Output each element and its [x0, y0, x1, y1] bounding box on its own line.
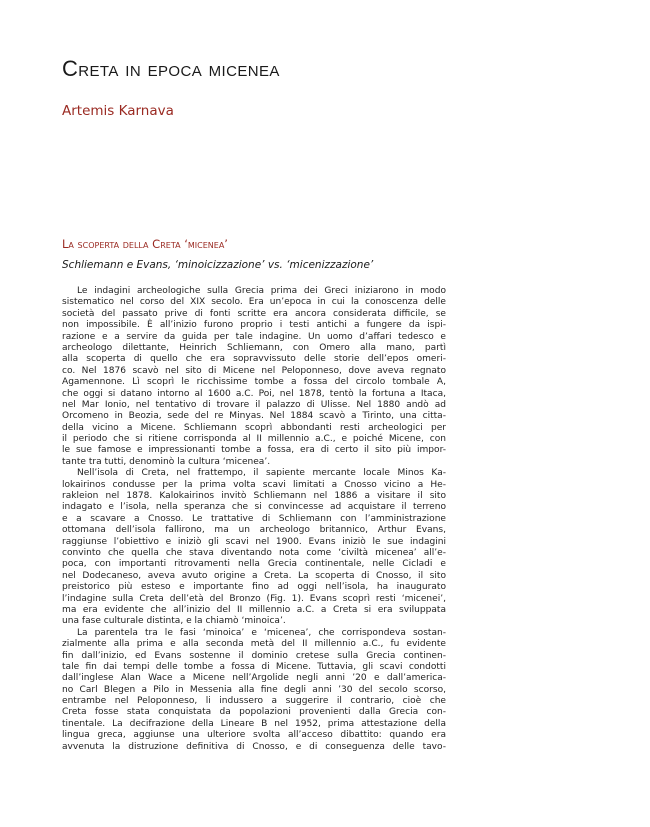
body-line: della vicino a Micene. Schliemann scoprì abbondanti resti archeologici per [62, 422, 446, 433]
body-line: Creta fosse stata conquistata da popolazioni provenienti dalla Grecia con- [62, 707, 446, 718]
body-line: ma era evidente che all’inizio del II millennio a.C. a Creta si era sviluppata [62, 604, 446, 615]
body-line: ottomana dell’isola fallirono, ma un archeologo britannico, Arthur Evans, [62, 525, 446, 536]
body-line: l’indagine sulla Creta dell’età del Bronzo (Fig. 1). Evans scoprì resti ‘micenei’, [62, 593, 446, 604]
body-line: tinentale. La decifrazione della Lineare B nel 1952, prima attestazione della [62, 718, 446, 729]
body-line: indagato e l’isola, nella speranza che si convincesse ad acquistare il terreno [62, 502, 446, 513]
body-line: poca, con importanti ritrovamenti nella Grecia continentale, nelle Cicladi e [62, 559, 446, 570]
body-line: Orcomeno in Beozia, sede del re Minyas. Nel 1884 scavò a Tirinto, una citta- [62, 411, 446, 422]
body-line: che oggi si datano intorno al 1600 a.C. Poi, nel 1878, tentò la fortuna a Itaca, [62, 388, 446, 399]
body-line: rakleion nel 1878. Kalokairinos invitò Schliemann nel 1886 a visitare il sito [62, 491, 446, 502]
body-line: convinto che quella che stava diventando nota come ‘civiltà micenea’ all’e- [62, 547, 446, 558]
body-line: Nell’isola di Creta, nel frattempo, il sapiente mercante locale Minos Ka- [77, 468, 446, 479]
body-line: La parentela tra le fasi ‘minoica’ e ‘micenea’, che corrispondeva sostan- [77, 627, 446, 638]
body-line: zialmente alla prima e alla seconda metà del II millennio a.C., fu evidente [62, 639, 446, 650]
body-line: tale fin dai tempi delle tombe a fossa di Micene. Tuttavia, gli scavi condotti [62, 661, 446, 672]
body-line: una fase culturale distinta, e la chiamò ‘minoica’. [62, 616, 286, 627]
body-line: le sue famose e impressionanti tombe a fossa, era di certo il sito più impor- [62, 445, 446, 456]
body-line: alla scoperta di quello che era sopravvissuto delle storie dell’epos omeri- [62, 354, 446, 365]
body-line: co. Nel 1876 scavò nel sito di Micene nel Peloponneso, dove aveva regnato [62, 365, 446, 376]
body-line: archeologo dilettante, Heinrich Schliemann, con Omero alla mano, partì [62, 342, 446, 353]
body-line: società del passato prive di fonti scritte era ancora considerata difficile, se [62, 308, 446, 319]
body-line: Agamennone. Lì scoprì le ricchissime tombe a fossa del circolo tombale A, [62, 377, 446, 388]
article-author: Artemis Karnava [62, 103, 174, 119]
body-line: lokairinos condusse per la prima volta scavi limitati a Cnosso vicino a He- [62, 479, 446, 490]
body-line: tante tra tutti, denominò la cultura ‘micenea’. [62, 456, 271, 467]
body-line: e a scavare a Cnosso. Le trattative di Schliemann con l’amministrazione [62, 513, 446, 524]
body-line: raggiunse l’obiettivo e iniziò gli scavi nel 1900. Evans iniziò le sue indagini [62, 536, 446, 547]
article-title: Creta in epoca micenea [62, 56, 280, 81]
body-line: Le indagini archeologiche sulla Grecia prima dei Greci iniziarono in modo [77, 286, 446, 296]
body-line: nel Mar Ionio, nel tentativo di trovare il palazzo di Ulisse. Nel 1880 andò ad [62, 399, 446, 410]
body-text [62, 286, 446, 753]
body-line: no Carl Blegen a Pilo in Messenia alla fine degli anni ’30 del secolo scorso, [62, 684, 446, 695]
body-line: lingua greca, aggiunse una ulteriore svolta all’acceso dibattito: quando era [62, 730, 446, 741]
body-line: avvenuta la distruzione definitiva di Cnosso, e di conseguenza delle tavo- [62, 741, 446, 752]
section-heading: La scoperta della Creta ‘micenea’ [62, 237, 228, 251]
body-line: nel Dodecaneso, aveva avuto origine a Creta. La scoperta di Cnosso, il sito [62, 570, 446, 581]
body-line: il periodo che si ritiene corrisponda al II millennio a.C., e poiché Micene, con [62, 434, 446, 445]
body-line: entrambe nel Peloponneso, li indussero a suggerire il contrario, cioè che [62, 696, 446, 707]
body-line: sistematico nel corso del XIX secolo. Era un’epoca in cui la conoscenza delle [62, 297, 446, 308]
body-line: dall’inglese Alan Wace a Micene nell’Argolide negli anni ’20 e dall’america- [62, 673, 446, 684]
body-line: preistorico più esteso e importante fino ad oggi nell’isola, ha inaugurato [62, 582, 446, 593]
body-line: fin dall’inizio, ed Evans sostenne il dominio cretese sulla Grecia continen- [62, 650, 446, 661]
body-line: razione e a servire da guida per tale indagine. Un uomo d’affari tedesco e [62, 331, 446, 342]
body-line: non impossibile. È all’inizio furono proprio i testi antichi a fungere da ispi- [62, 320, 446, 331]
section-subheading: Schliemann e Evans, ‘minoicizzazione’ vs. ‘micenizzazione’ [62, 259, 374, 271]
